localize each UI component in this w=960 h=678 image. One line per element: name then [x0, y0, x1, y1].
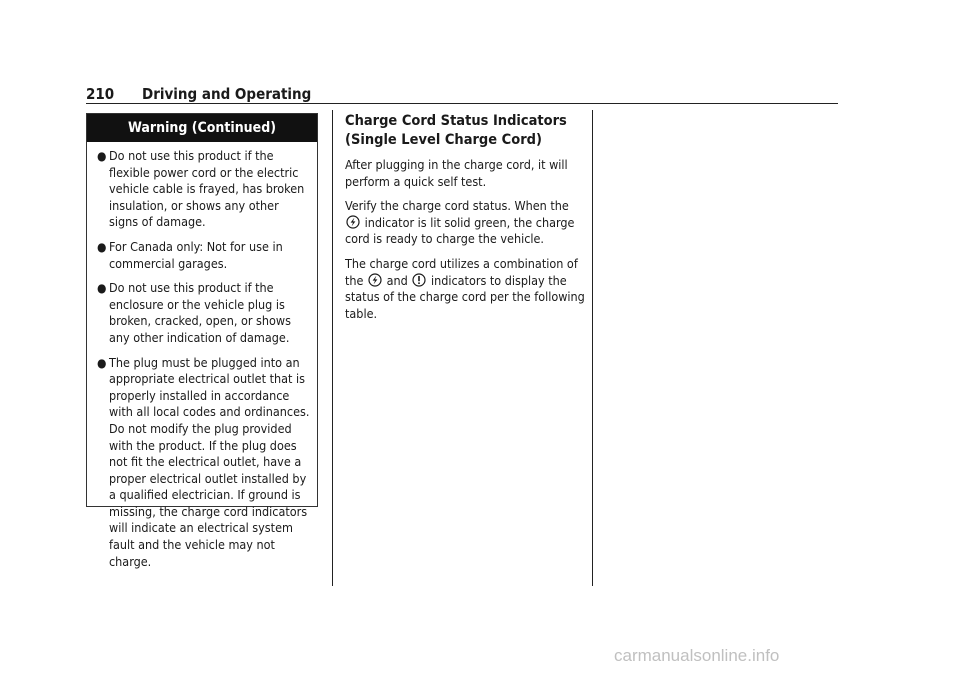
- page-number: 210: [86, 84, 115, 103]
- exclamation-circle-icon: [412, 273, 426, 287]
- bullet-icon: ●: [97, 239, 107, 254]
- paragraph-text: The charge cord utilizes a combination of the: [345, 255, 578, 288]
- section-heading: Driving and Operating: [142, 84, 312, 103]
- warning-item-text: Do not use this product if the flexible power cord or the electric vehicle cable is frayed, has broken insulation, or shows any other signs of damage.: [109, 148, 305, 230]
- warning-item: [97, 239, 311, 272]
- warning-item-text: For Canada only: Not for use in commercial garages.: [109, 238, 283, 271]
- column-divider-left: [332, 110, 333, 586]
- watermark-text: carmanualsonline.info: [614, 646, 780, 665]
- paragraph-text: indicators to display the status of the charge cord per the following table.: [345, 272, 585, 321]
- warning-title: Warning (Continued): [87, 114, 317, 142]
- warning-list: [87, 142, 317, 570]
- warning-item-text: The plug must be plugged into an appropriate electrical outlet that is properly installed in accordance with all local codes and ordinances. Do not modify the plug provided with the product. If the plug does not fit the electrical outlet, have a proper electrical outlet installed by a qualified electrician. If ground is missing, the charge cord indicators will indicate an electrical system fault and the vehicle may not charge.: [109, 354, 310, 569]
- warning-item-text: Do not use this product if the enclosure or the vehicle plug is broken, cracked, open, or shows any other indication of damage.: [109, 280, 291, 345]
- warning-item: [97, 148, 311, 231]
- paragraph-indicator-combination: [345, 256, 585, 322]
- bullet-icon: ●: [97, 281, 107, 296]
- paragraph-text: and: [386, 272, 408, 288]
- warning-item: [97, 355, 311, 571]
- lightning-bolt-circle-icon: [346, 215, 360, 229]
- warning-box: [86, 113, 318, 569]
- lightning-bolt-circle-icon: [368, 273, 382, 287]
- section-title: Charge Cord Status Indicators (Single Level Charge Cord): [345, 113, 567, 148]
- column-divider-right: [592, 110, 593, 586]
- charge-cord-section: [345, 112, 585, 330]
- warning-item: [97, 280, 311, 346]
- page-header: [86, 84, 838, 103]
- bullet-icon: ●: [97, 355, 107, 370]
- header-divider: [86, 103, 838, 104]
- paragraph-text: indicator is lit solid green, the charge cord is ready to charge the vehicle.: [345, 214, 575, 247]
- bullet-icon: ●: [97, 149, 107, 163]
- paragraph-self-test: After plugging in the charge cord, it will perform a quick self test.: [345, 157, 568, 189]
- paragraph-text: Verify the charge cord status. When the: [345, 198, 569, 214]
- paragraph-verify-status: [345, 198, 585, 248]
